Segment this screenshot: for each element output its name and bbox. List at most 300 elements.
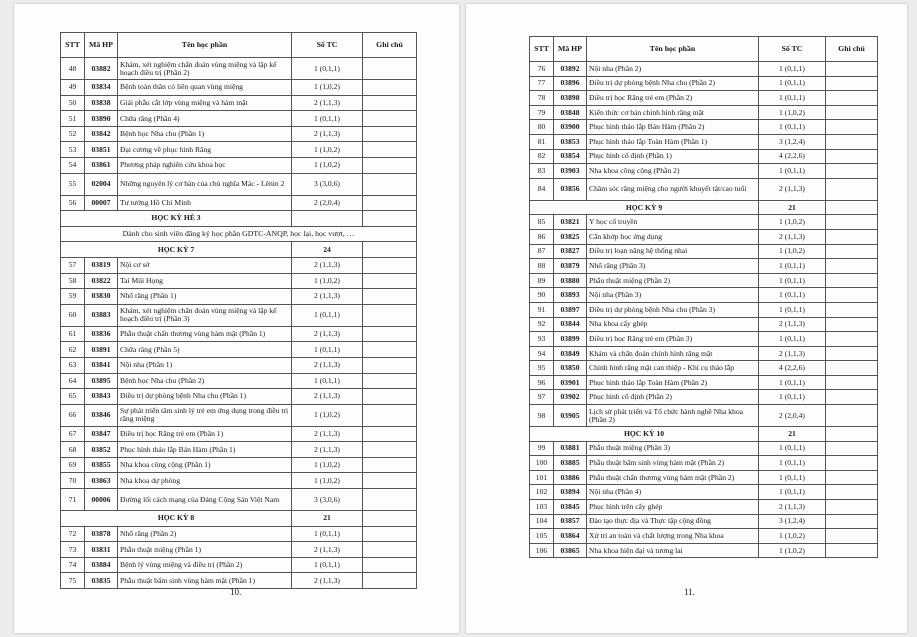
row-credits: 1 (0,1,1) (759, 259, 826, 274)
row-course-code: 03841 (85, 357, 118, 373)
table-row (530, 62, 878, 77)
row-stt: 105 (530, 529, 554, 544)
table-row (530, 244, 878, 259)
table-header-row (61, 33, 417, 58)
semester-header-row (61, 211, 417, 227)
right-document-page (466, 4, 907, 633)
row-course-code: 02004 (85, 173, 118, 195)
header-credits: Số TC (292, 33, 363, 58)
table-row (530, 273, 878, 288)
table-row (530, 288, 878, 303)
row-credits: 3 (1,2,4) (759, 514, 826, 529)
row-note (826, 390, 878, 405)
row-stt: 104 (530, 514, 554, 529)
row-stt: 88 (530, 259, 554, 274)
row-note (826, 62, 878, 77)
row-stt: 87 (530, 244, 554, 259)
row-course-code: 03903 (554, 164, 587, 179)
row-stt: 101 (530, 470, 554, 485)
row-stt: 65 (61, 389, 85, 405)
table-row (61, 404, 417, 426)
row-note (826, 514, 878, 529)
row-course-code: 03879 (554, 259, 587, 274)
row-note (826, 229, 878, 244)
row-credits: 1 (0,1,1) (759, 485, 826, 500)
row-stt: 50 (61, 95, 85, 111)
header-code: Mã HP (554, 37, 587, 62)
table-row (530, 441, 878, 456)
row-stt: 78 (530, 91, 554, 106)
row-note (363, 126, 417, 142)
row-credits: 1 (1,0,2) (759, 244, 826, 259)
row-credits: 2 (1,1,3) (292, 357, 363, 373)
table-row (530, 485, 878, 500)
table-row (530, 229, 878, 244)
row-course-code: 03890 (85, 111, 118, 127)
table-row (61, 257, 417, 273)
table-row (61, 489, 417, 511)
left-document-page (14, 4, 459, 633)
row-credits: 1 (0,1,1) (759, 62, 826, 77)
row-course-code: 03902 (554, 390, 587, 405)
table-row (530, 259, 878, 274)
row-course-name: Nội nha (Phần 3) (587, 288, 759, 303)
row-course-code: 03838 (85, 95, 118, 111)
row-course-code: 03847 (85, 426, 118, 442)
row-course-code: 03853 (554, 134, 587, 149)
row-course-code: 03836 (85, 326, 118, 342)
row-credits: 1 (1,0,2) (759, 105, 826, 120)
row-course-code: 03850 (554, 361, 587, 376)
table-row (61, 273, 417, 289)
row-course-name: Lịch sử phát triển và Tổ chức hành nghề Nha khoa (Phần 2) (587, 405, 759, 427)
row-credits: 2 (1,1,3) (292, 442, 363, 458)
row-course-name: Phục hình tháo lắp Bán Hàm (Phần 2) (587, 120, 759, 135)
row-course-code: 03864 (554, 529, 587, 544)
row-course-name: Chăm sóc răng miệng cho người khuyết tật/cao tuổi (587, 178, 759, 200)
table-row (61, 173, 417, 195)
course-table-left (60, 32, 417, 589)
table-row (530, 178, 878, 200)
row-note (826, 134, 878, 149)
row-note (826, 259, 878, 274)
row-credits: 1 (0,1,1) (292, 111, 363, 127)
row-stt: 56 (61, 195, 85, 211)
table-row (61, 95, 417, 111)
row-course-code: 03894 (554, 485, 587, 500)
row-stt: 76 (530, 62, 554, 77)
row-credits: 1 (0,1,1) (292, 342, 363, 358)
row-stt: 70 (61, 473, 85, 489)
table-row (530, 346, 878, 361)
row-stt: 103 (530, 500, 554, 515)
semester-note (363, 211, 417, 227)
row-course-name: Đường lối cách mạng của Đảng Cộng Sản Việt Nam (118, 489, 292, 511)
row-stt: 62 (61, 342, 85, 358)
row-course-code: 03905 (554, 405, 587, 427)
row-course-name: Phương pháp nghiên cứu khoa học (118, 157, 292, 173)
table-row (530, 470, 878, 485)
row-note (826, 500, 878, 515)
row-credits: 1 (1,0,2) (292, 404, 363, 426)
row-course-name: Phục hình tháo lắp Toàn Hàm (Phần 2) (587, 375, 759, 390)
page-number: 11. (684, 587, 695, 597)
row-course-name: Đào tạo thực địa và Thực tập cộng đồng (587, 514, 759, 529)
row-course-code: 03846 (85, 404, 118, 426)
table-row (61, 111, 417, 127)
table-row (530, 120, 878, 135)
table-row (61, 80, 417, 96)
row-course-code: 03842 (85, 126, 118, 142)
row-note (826, 178, 878, 200)
table-row (61, 473, 417, 489)
row-note (826, 120, 878, 135)
row-stt: 86 (530, 229, 554, 244)
table-row (530, 529, 878, 544)
row-credits: 1 (0,1,1) (759, 332, 826, 347)
table-row (61, 304, 417, 326)
row-course-name: Bệnh học Nha chu (Phần 1) (118, 126, 292, 142)
row-note (826, 288, 878, 303)
row-stt: 66 (61, 404, 85, 426)
row-note (363, 404, 417, 426)
row-stt: 77 (530, 76, 554, 91)
row-note (363, 473, 417, 489)
row-note (826, 317, 878, 332)
row-course-code: 03835 (85, 573, 118, 589)
row-stt: 81 (530, 134, 554, 149)
header-stt: STT (530, 37, 554, 62)
row-course-code: 03861 (85, 157, 118, 173)
table-row (530, 375, 878, 390)
row-course-code: 03827 (554, 244, 587, 259)
semester-total-credits: 21 (759, 427, 826, 442)
semester-title: HỌC KỲ HÈ 3 (61, 211, 292, 227)
row-note (363, 80, 417, 96)
row-note (363, 173, 417, 195)
row-credits: 2 (1,1,3) (292, 542, 363, 558)
row-stt: 69 (61, 457, 85, 473)
row-course-name: Phẫu thuật miệng (Phần 3) (587, 441, 759, 456)
semester-header-row (530, 200, 878, 215)
row-course-code: 03848 (554, 105, 587, 120)
row-course-name: Phẫu thuật bẩm sinh vùng hàm mặt (Phần 2) (587, 456, 759, 471)
row-stt: 85 (530, 215, 554, 230)
row-credits: 2 (1,1,3) (292, 257, 363, 273)
semester-title: HỌC KỲ 10 (530, 427, 759, 442)
row-stt: 53 (61, 142, 85, 158)
semester-note (826, 200, 878, 215)
row-course-code: 03865 (554, 543, 587, 558)
row-course-name: Phục hình cố định (Phần 1) (587, 149, 759, 164)
row-note (826, 361, 878, 376)
table-row (530, 91, 878, 106)
row-course-name: Nhổ răng (Phần 2) (118, 526, 292, 542)
row-course-code: 03880 (554, 273, 587, 288)
semester-header-row (61, 242, 417, 258)
row-course-code: 00007 (85, 195, 118, 211)
row-note (826, 405, 878, 427)
row-stt: 99 (530, 441, 554, 456)
row-course-code: 03891 (85, 342, 118, 358)
row-course-name: Đại cương về phục hình Răng (118, 142, 292, 158)
row-course-name: Những nguyên lý cơ bản của chủ nghĩa Mác - Lênin 2 (118, 173, 292, 195)
row-course-name: Phẫu thuật chấn thương vùng hàm mặt (Phần 1) (118, 326, 292, 342)
row-note (363, 357, 417, 373)
row-stt: 64 (61, 373, 85, 389)
row-stt: 102 (530, 485, 554, 500)
row-stt: 98 (530, 405, 554, 427)
row-note (363, 58, 417, 80)
row-course-name: Khám, xét nghiệm chẩn đoán vùng miệng và lập kế hoạch điều trị (Phần 3) (118, 304, 292, 326)
header-note: Ghi chú (363, 33, 417, 58)
table-row (61, 526, 417, 542)
row-course-name: Phục hình tháo lắp Toàn Hàm (Phần 1) (587, 134, 759, 149)
row-credits: 1 (0,1,1) (759, 288, 826, 303)
row-credits: 1 (0,1,1) (759, 76, 826, 91)
row-credits: 2 (1,1,3) (292, 95, 363, 111)
semester-note (826, 427, 878, 442)
row-note (826, 470, 878, 485)
semester-total-credits: 24 (292, 242, 363, 258)
table-row (61, 142, 417, 158)
row-stt: 93 (530, 332, 554, 347)
row-note (363, 289, 417, 305)
row-course-code: 03886 (554, 470, 587, 485)
row-credits: 1 (0,1,1) (759, 91, 826, 106)
row-note (363, 457, 417, 473)
row-course-code: 03883 (85, 304, 118, 326)
row-note (363, 573, 417, 589)
row-stt: 80 (530, 120, 554, 135)
table-header-row (530, 37, 878, 62)
row-course-code: 03819 (85, 257, 118, 273)
row-course-name: Nha khoa dự phòng (118, 473, 292, 489)
semester-header-row (61, 511, 417, 527)
row-course-code: 03831 (85, 542, 118, 558)
row-credits: 1 (0,1,1) (759, 164, 826, 179)
header-course-name: Tên học phần (118, 33, 292, 58)
header-note: Ghi chú (826, 37, 878, 62)
row-stt: 95 (530, 361, 554, 376)
row-course-code: 03849 (554, 346, 587, 361)
table-row (530, 164, 878, 179)
row-note (363, 526, 417, 542)
row-note (826, 215, 878, 230)
course-table-right (529, 36, 878, 558)
table-row (530, 405, 878, 427)
row-credits: 1 (0,1,1) (292, 526, 363, 542)
semester-title: HỌC KỲ 8 (61, 511, 292, 527)
table-row (530, 456, 878, 471)
row-credits: 1 (1,0,2) (292, 273, 363, 289)
semester-title: HỌC KỲ 7 (61, 242, 292, 258)
row-course-code: 03897 (554, 302, 587, 317)
row-note (363, 195, 417, 211)
row-course-code: 03882 (85, 58, 118, 80)
row-course-name: Điều trị dự phòng bệnh Nha chu (Phần 3) (587, 302, 759, 317)
row-stt: 59 (61, 289, 85, 305)
row-course-name: Nha khoa cấy ghép (587, 317, 759, 332)
row-course-name: Cắn khớp học ứng dụng (587, 229, 759, 244)
semester-total-credits (292, 211, 363, 227)
row-course-code: 03856 (554, 178, 587, 200)
row-course-name: Điều trị loạn năng hệ thống nhai (587, 244, 759, 259)
row-stt: 71 (61, 489, 85, 511)
row-course-code: 03843 (85, 389, 118, 405)
row-stt: 51 (61, 111, 85, 127)
row-stt: 54 (61, 157, 85, 173)
header-code: Mã HP (85, 33, 118, 58)
row-credits: 1 (0,1,1) (759, 375, 826, 390)
header-stt: STT (61, 33, 85, 58)
row-course-name: Nội nha (Phần 2) (587, 62, 759, 77)
table-row (61, 58, 417, 80)
row-course-name: Nha khoa công cộng (Phần 1) (118, 457, 292, 473)
row-credits: 1 (0,1,1) (292, 304, 363, 326)
row-course-name: Phẫu thuật bẩm sinh vùng hàm mặt (Phần 1) (118, 573, 292, 589)
row-credits: 2 (1,1,3) (292, 389, 363, 405)
row-course-name: Giải phẫu cắt lớp vùng miệng và hàm mặt (118, 95, 292, 111)
row-credits: 2 (1,1,3) (759, 346, 826, 361)
table-row (61, 126, 417, 142)
row-course-code: 03900 (554, 120, 587, 135)
row-course-name: Điều trị học Răng trẻ em (Phần 3) (587, 332, 759, 347)
row-course-name: Điều trị học Răng trẻ em (Phần 2) (587, 91, 759, 106)
row-course-name: Bệnh học Nha chu (Phần 2) (118, 373, 292, 389)
row-course-code: 03895 (85, 373, 118, 389)
row-course-code: 03857 (554, 514, 587, 529)
row-credits: 2 (1,1,3) (759, 317, 826, 332)
row-credits: 1 (0,1,1) (759, 302, 826, 317)
row-credits: 1 (0,1,1) (759, 456, 826, 471)
table-row (530, 76, 878, 91)
row-course-name: Điều trị dự phòng bệnh Nha chu (Phần 2) (587, 76, 759, 91)
row-note (363, 304, 417, 326)
row-note (826, 149, 878, 164)
row-stt: 106 (530, 543, 554, 558)
page-number: 10. (230, 587, 242, 597)
row-credits: 1 (0,1,1) (759, 441, 826, 456)
row-note (826, 441, 878, 456)
row-credits: 1 (0,1,1) (759, 470, 826, 485)
table-row (530, 134, 878, 149)
row-course-name: Sự phát triển tâm sinh lý trẻ em ứng dụng trong điều trị răng miệng (118, 404, 292, 426)
row-stt: 67 (61, 426, 85, 442)
row-stt: 82 (530, 149, 554, 164)
row-note (363, 373, 417, 389)
row-credits: 2 (2,0,4) (292, 195, 363, 211)
row-stt: 74 (61, 557, 85, 573)
note-row (61, 226, 417, 242)
table-row (61, 542, 417, 558)
row-stt: 89 (530, 273, 554, 288)
row-credits: 1 (1,0,2) (292, 157, 363, 173)
row-credits: 1 (0,1,1) (759, 390, 826, 405)
row-note (363, 257, 417, 273)
semester-header-row (530, 427, 878, 442)
row-stt: 79 (530, 105, 554, 120)
row-course-name: Tai Mũi Họng (118, 273, 292, 289)
row-course-code: 03851 (85, 142, 118, 158)
semester-total-credits: 21 (759, 200, 826, 215)
table-row (530, 149, 878, 164)
table-row (61, 342, 417, 358)
row-course-code: 03821 (554, 215, 587, 230)
row-course-name: Khám, xét nghiệm chẩn đoán vùng miệng và lập kế hoạch điều trị (Phần 2) (118, 58, 292, 80)
row-course-code: 03844 (554, 317, 587, 332)
row-stt: 96 (530, 375, 554, 390)
row-stt: 73 (61, 542, 85, 558)
row-credits: 2 (1,1,3) (759, 500, 826, 515)
row-note (363, 157, 417, 173)
row-note (363, 111, 417, 127)
row-stt: 58 (61, 273, 85, 289)
row-note (363, 273, 417, 289)
row-credits: 1 (1,0,2) (292, 457, 363, 473)
row-stt: 55 (61, 173, 85, 195)
row-course-code: 03899 (554, 332, 587, 347)
row-course-code: 03892 (554, 62, 587, 77)
row-note (826, 485, 878, 500)
row-note (363, 95, 417, 111)
row-course-name: Khám và chẩn đoán chỉnh hình răng mặt (587, 346, 759, 361)
row-credits: 1 (1,0,2) (759, 215, 826, 230)
row-course-name: Nha khoa hiện đại và tương lai (587, 543, 759, 558)
note-text: Dành cho sinh viên đăng ký học phần GDTC-ANQP, học lại, học vượt, … (61, 226, 417, 242)
table-row (530, 361, 878, 376)
row-stt: 72 (61, 526, 85, 542)
table-row (61, 442, 417, 458)
row-credits: 1 (0,1,1) (292, 373, 363, 389)
row-stt: 60 (61, 304, 85, 326)
row-course-code: 03893 (554, 288, 587, 303)
row-note (363, 326, 417, 342)
row-course-name: Điều trị dự phòng bệnh Nha chu (Phần 1) (118, 389, 292, 405)
row-course-name: Điều trị học Răng trẻ em (Phần 1) (118, 426, 292, 442)
row-course-name: Phẫu thuật miệng (Phần 1) (118, 542, 292, 558)
row-stt: 97 (530, 390, 554, 405)
row-credits: 2 (1,1,3) (759, 229, 826, 244)
row-course-code: 03822 (85, 273, 118, 289)
row-stt: 100 (530, 456, 554, 471)
semester-total-credits: 21 (292, 511, 363, 527)
row-course-code: 03825 (554, 229, 587, 244)
row-note (826, 332, 878, 347)
row-course-code: 03854 (554, 149, 587, 164)
row-stt: 52 (61, 126, 85, 142)
row-credits: 2 (1,1,3) (292, 326, 363, 342)
table-row (530, 332, 878, 347)
row-note (826, 164, 878, 179)
row-stt: 83 (530, 164, 554, 179)
semester-title: HỌC KỲ 9 (530, 200, 759, 215)
table-row (530, 317, 878, 332)
row-credits: 2 (2,0,4) (759, 405, 826, 427)
row-stt: 75 (61, 573, 85, 589)
row-course-name: Chữa răng (Phần 4) (118, 111, 292, 127)
row-note (363, 442, 417, 458)
table-row (530, 514, 878, 529)
row-note (826, 302, 878, 317)
row-course-code: 03884 (85, 557, 118, 573)
semester-note (363, 242, 417, 258)
row-course-code: 03896 (554, 76, 587, 91)
row-course-code: 03885 (554, 456, 587, 471)
row-credits: 1 (1,0,2) (759, 543, 826, 558)
row-credits: 3 (3,0,6) (292, 173, 363, 195)
row-course-name: Xử trí an toàn và chất lượng trong Nha khoa (587, 529, 759, 544)
